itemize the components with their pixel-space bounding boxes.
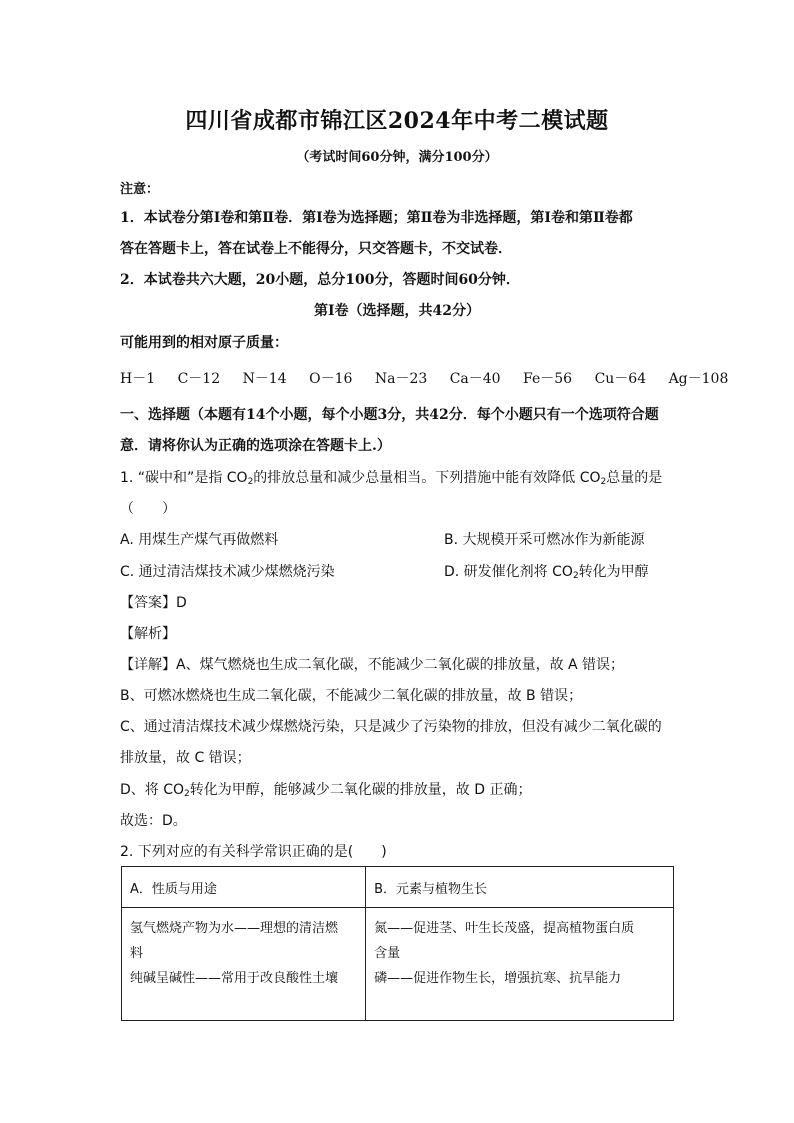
section1-instruction-line1: 一、选择题（本题有14个小题，每个小题3分，共42分．每个小题只有一个选项符合题: [120, 407, 659, 423]
q1-detail-d: D、将 $CO_2$转化为甲醇，能够减少二氧化碳的排放量，故 D 正确；: [120, 782, 532, 799]
table-header-b: B．元素与植物生长: [366, 867, 674, 908]
atomic-mass-item: O－16: [309, 371, 353, 387]
atomic-mass-item: H－1: [120, 371, 156, 387]
q1-detail-c: C、通过清洁煤技术减少煤燃烧污染，只是减少了污染物的排放，但没有减少二氧化碳的: [120, 719, 662, 735]
atomic-mass-item: Fe－56: [523, 371, 573, 387]
q1-option-c: C. 通过清洁煤技术减少煤燃烧污染: [120, 564, 335, 580]
cell-a-line: 纯碱呈碱性——常用于改良酸性土壤: [130, 971, 339, 986]
q1-stem: 1. “碳中和”是指 $CO_2$的排放总量和减少总量相当。下列措施中能有效降低 $CO_2$总量的是: [120, 470, 663, 487]
atomic-mass-item: Na－23: [374, 371, 428, 387]
q1-detail-c-cont: 排放量，故 C 错误；: [120, 750, 251, 766]
exam-subtitle: （考试时间60分钟，满分100分）: [296, 150, 498, 165]
notice-item2: 2．本试卷共六大题，20小题，总分100分，答题时间60分钟．: [120, 272, 520, 288]
table-cell-b: [366, 908, 674, 1021]
notice-item1-line1: 1．本试卷分第Ⅰ卷和第Ⅱ卷．第Ⅰ卷为选择题；第Ⅱ卷为非选择题，第Ⅰ卷和第Ⅱ卷都: [120, 210, 633, 226]
cell-a-line: 料: [130, 946, 144, 961]
table-row: [122, 908, 674, 1021]
q2-stem: 2. 下列对应的有关科学常识正确的是( ): [120, 844, 387, 860]
table-header-a: A．性质与用途: [122, 867, 366, 908]
atomic-mass-heading: 可能用到的相对原子质量：: [120, 335, 288, 351]
cell-b-line: 磷——促进作物生长，增强抗寒、抗旱能力: [374, 971, 622, 986]
section1-instruction-line2: 意．请将你认为正确的选项涂在答题卡上.）: [120, 438, 391, 454]
cell-b-line: 含量: [374, 946, 401, 961]
part1-heading: 第Ⅰ卷（选择题，共42分）: [313, 303, 481, 319]
exam-title: 四川省成都市锦江区2024年中考二模试题: [185, 108, 609, 134]
q1-answer: 【答案】D: [120, 595, 187, 611]
q2-table: [121, 866, 674, 1021]
atomic-mass-item: C－12: [177, 371, 221, 387]
q1-final-choice: 故选：D。: [120, 813, 187, 829]
atomic-mass-item: Cu－64: [594, 371, 647, 387]
q1-detail-b: B、可燃冰燃烧也生成二氧化碳，不能减少二氧化碳的排放量，故 B 错误；: [120, 688, 583, 704]
cell-b-line: 氮——促进茎、叶生长茂盛，提高植物蛋白质: [374, 921, 635, 936]
q1-detail-a: 【详解】A、煤气燃烧也生成二氧化碳，不能减少二氧化碳的排放量，故 A 错误；: [120, 657, 625, 673]
table-row: [122, 867, 674, 908]
table-cell-a: [122, 908, 366, 1021]
q1-option-d: D. 研发催化剂将 $CO_2$转化为甲醇: [444, 564, 649, 581]
q1-analysis-heading: 【解析】: [120, 626, 176, 642]
notice-item1-line2: 答在答题卡上，答在试卷上不能得分，只交答题卡，不交试卷．: [120, 241, 512, 257]
q1-option-b: B. 大规模开采可燃冰作为新能源: [444, 532, 645, 548]
q1-option-a: A. 用煤生产煤气再做燃料: [120, 532, 279, 548]
atomic-mass-item: N－14: [242, 371, 287, 387]
q1-answer-bracket: （ ）: [120, 501, 176, 517]
atomic-mass-list: [120, 368, 746, 388]
cell-a-line: 氢气燃烧产物为水——理想的清洁燃: [130, 921, 339, 936]
atomic-mass-item: Ca－40: [449, 371, 501, 387]
atomic-mass-item: Ag－108: [668, 371, 729, 387]
notice-heading: 注意：: [120, 182, 160, 197]
